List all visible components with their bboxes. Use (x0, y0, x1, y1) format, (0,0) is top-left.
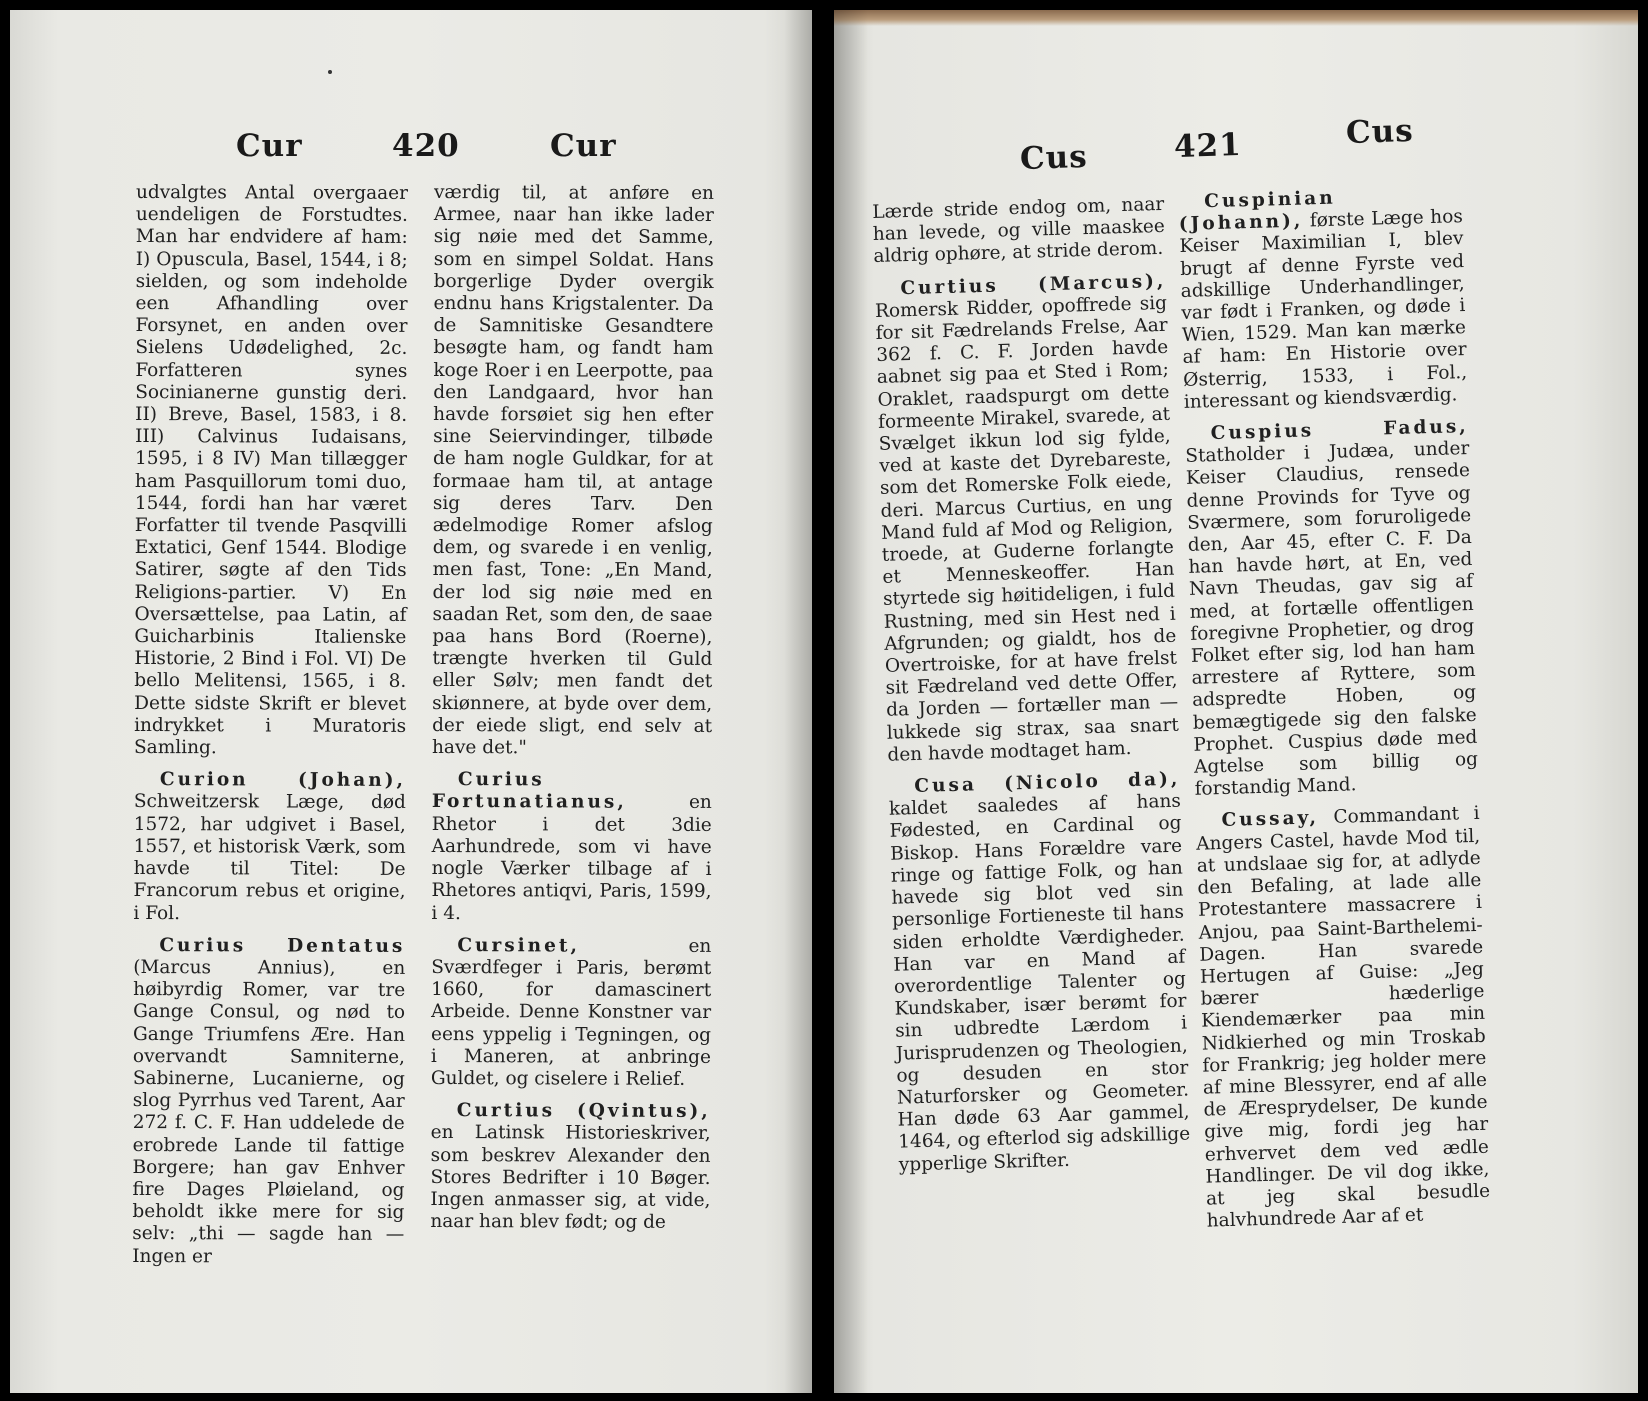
right-page-number: 421 (1173, 126, 1243, 166)
left-column-2 (430, 182, 714, 1234)
right-column-1 (872, 194, 1191, 1177)
entry-curius-dentatus: Curius Dentatus (Marcus Annius), en høibyrdig Romer, var tre Gange Consul, og nød to Gange Triumfens Ære. Han overvandt Samniterne, Sabinerne, Lucanierne, og slog Pyrrhus ved Tarent, Aar 272 f. C. F. Han uddelede de erobrede Lande til fattige Borgere; han gav Enhver fire Dages Pløieland, og beholdt ikke mere for sig selv: „thi — sagde han — Ingen er (132, 934, 406, 1267)
right-column-2 (1178, 184, 1491, 1233)
ink-speck (328, 70, 332, 74)
entry-cuspius-fadus: Cuspius Fadus, Statholder i Judæa, under Keiser Claudius, rensede denne Provinds for Tyve og Sværmere, som foruroligede den, Aar 45, efter C. F. Da han havde hørt, at En, ved Navn Theudas, gav sig af med, at fortælle offentligen foregivne Prophetier, og drog Folket efter sig, lod han ham arrestere af Ryttere, som adspredte Hoben, og bemægtigede sig den falske Prophet. Cuspius døde med Agtelse som billig og forstandig Mand. (1185, 416, 1479, 801)
entry-name: Cusa (Nicolo da), (914, 768, 1181, 798)
entry-curius-fortunatianus: Curius Fortunatianus, en Rhetor i det 3die Aarhundrede, som vi have nogle Værker tilbage af i Rhetores antiqvi, Paris, 1599, i 4. (431, 769, 712, 924)
entry-name: Curtius (Marcus), (900, 270, 1167, 299)
entry-curtius-qvintus: Curtius (Qvintus), en Latinsk Historieskriver, som beskrev Alexander den Stores Bedrifter i 10 Bøger. Ingen anmasser sig, at vide, naar han blev født; og de (430, 1100, 711, 1233)
left-running-head-right: Cur (550, 128, 617, 164)
entry-cuspinian: Cuspinian (Johann), første Læge hos Keiser Maximilian I, blev brugt af denne Fyrste ved adskillige Underhandlinger, var født i Franken, og døde i Wien, 1529. Man kan mærke af ham: En Historie over Østerrig, 1533, i Fol., interessant og kiendsværdig. (1178, 187, 1468, 413)
entry-name: Curion (Johan), (159, 769, 406, 792)
continuation-paragraph: værdig til, at anføre en Armee, naar han ikke lader sig nøie med det Samme, som en simpel Soldat. Hans borgerlige Dyder overgik endnu hans Krigstalenter. Da de Samnitiske Gesandtere besøgte ham, og fandt ham koge Roer i en Leerpotte, paa den Landgaard, hvor han havde forsøiet sig hen efter sine Seiervindinger, tilbøde de ham nogle Guldkar, for at formaae ham til, at antage sig deres Tarv. Den ædelmodige Romer afslog dem, og svarede i en venlig, men fast, Tone: „En Mand, der lod sig nøie med en saadan Ret, som den, de saae paa hans Bord (Roerne), trængte hverken til Guld eller Sølv; men fandt det skiønnere, at byde over dem, der eiede sligt, end selv at have det." (431, 182, 714, 759)
left-page-gutter-shadow (784, 10, 812, 1393)
continuation-paragraph: Lærde stride endog om, naar han levede, og ville maaskee aldrig ophøre, at stride derom. (872, 193, 1166, 268)
entry-cussay: Cussay, Commandant i Angers Castel, havde Mod til, at undslaae sig for, at adlyde den Befaling, at lade alle Protestantere massacrere i Anjou, paa Saint-Barthelemi-Dagen. Han svarede Hertugen af Guise: „Jeg bærer hæderlige Kiendemærker paa min Nidkierhed og min Troskab for Frankrig; jeg holder mere af mine Blessyrer, end af alle de Æresprydelser, De kunde give mig, fordi jeg har erhvervet dem ved ædle Handlinger. De vil dog ikke, at jeg skal besudle halvhundrede Aar af et (1195, 803, 1491, 1232)
continuation-paragraph: udvalgtes Antal overgaaer uendeligen de Forstudtes. Man har endvidere af ham: I) Opuscula, Basel, 1544, i 8; sielden, og som indeholde een Afhandling over Forsynet, en anden over Sielens Udødelighed, 2c. Forfatteren synes Socinianerne gunstig deri. II) Breve, Basel, 1583, i 8. III) Calvinus Iudaisans, 1595, i 8 IV) Man tillægger ham Pasquillorum tomi duo, 1544, fordi han har været Forfatter til tvende Pasqvilli Extatici, Genf 1544. Blodige Satirer, søgte af den Tids Religions-partier. V) En Oversættelse, paa Latin, af Guicharbinis Italienske Historie, 2 Bind i Fol. VI) De bello Melitensi, 1565, i 8. Dette sidste Skrift er blevet indrykket i Muratoris Samling. (133, 182, 408, 759)
entry-cursinet: Cursinet, en Sværdfeger i Paris, berømt 1660, for damascinert Arbeide. Denne Konstner var eens yppelig i Tegningen, og i Maneren, at anbringe Guldet, og ciselere i Relief. (430, 934, 712, 1090)
entry-name: Cursinet, (457, 934, 580, 957)
right-running-head-left: Cus (1019, 138, 1089, 178)
right-page (834, 10, 1638, 1393)
entry-cusa: Cusa (Nicolo da), kaldet saaledes af hans Fødested, en Cardinal og Biskop. Hans Forældre vare ringe og fattige Folk, og han havede sig blot ved sin personlige Fortieneste til hans siden erholdte Værdigheder. Han var en Mand af overordentlige Talenter og Kundskaber, især berømt for sin udbredte Lærdom i Jurisprudenzen og Theologien, og desuden en stor Naturforsker og Geometer. Han døde 63 Aar gammel, 1464, og efterlod sig adskillige ypperlige Skrifter. (888, 768, 1191, 1176)
entry-curtius-marcus: Curtius (Marcus), Romersk Ridder, opoffrede sig for sit Fædrelands Frelse, Aar 362 f. C. F. Jorden havde aabnet sig paa et Sted i Rom; Oraklet, raadspurgt om dette formeente Mirakel, svarede, at Svælget ikkun lod sig fylde, ved at kaste det Dyrebareste, som det Romerske Folk eiede, deri. Marcus Curtius, en ung Mand fuld af Mod og Religion, troede, at Guderne forlangte et Menneskeoffer. Han styrtede sig høitideligen, i fuld Rustning, med sin Hest ned i Afgrunden; og gialdt, hos de Overtroiske, for at have frelst sit Fædreland ved dette Offer, da Jorden — fortæller man — lukkede sig strax, saa snart den havde modtaget ham. (874, 270, 1180, 766)
left-running-head-left: Cur (236, 128, 303, 164)
entry-curion: Curion (Johan), Schweitzersk Læge, død 1572, har udgivet i Basel, 1557, et historisk Værk, som havde til Titel: De Francorum rebus et origine, i Fol. (133, 769, 406, 924)
left-page-number: 420 (392, 128, 460, 164)
entry-name: Curtius (Qvintus), (456, 1100, 711, 1123)
entry-name: Curius Fortunatianus, (431, 769, 627, 814)
right-page-gutter-shadow (834, 10, 868, 1393)
entry-name: Cussay, (1221, 807, 1320, 832)
entry-name: Cuspius Fadus, (1210, 416, 1469, 445)
left-page (10, 10, 812, 1393)
entry-name: Cuspinian (Johann), (1178, 187, 1337, 236)
left-column-1 (132, 182, 408, 1269)
entry-name: Curius Dentatus (159, 934, 406, 957)
right-running-head-right: Cus (1345, 112, 1415, 152)
page-top-edge (834, 10, 1638, 26)
